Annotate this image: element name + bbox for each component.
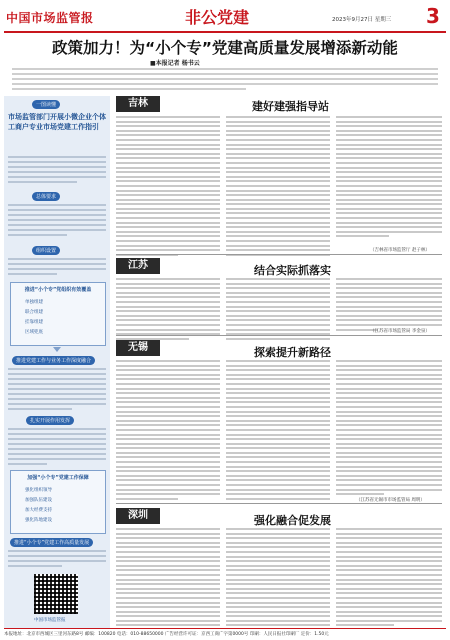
guarantee-box (10, 470, 106, 534)
issue-date: 2023年9月27日 星期三 (332, 17, 392, 23)
masthead-rule (4, 31, 446, 33)
masthead (0, 0, 450, 32)
flow-item: 单独组建 (25, 300, 43, 305)
lead-paragraph (12, 68, 438, 90)
flow-item: 联合组建 (25, 310, 43, 315)
footer: 本报地址：北京市西城区三里河东路8号 邮编：100820 电话：010-88650000 广告经营许可证：京西工商广字第0000号 印刷：人民日报社印刷厂 定价：1.50元 (4, 632, 329, 637)
sidebar-subtitle-3: 推进党建工作与业务工作深度融合 (12, 356, 95, 365)
guarantee-item: 强化组织领导 (25, 488, 52, 493)
sidebar-subtitle-2: 组织设置 (32, 246, 60, 255)
sidebar-text-4 (8, 428, 106, 468)
flow-box (10, 282, 106, 346)
jiangsu-text-col-1 (116, 278, 220, 342)
jiangsu-text-col-2 (226, 278, 330, 342)
section-subhead-shenzhen: 强化融合促发展 (254, 514, 331, 527)
qr-code-icon (34, 574, 78, 614)
jiangsu-text-col-3 (336, 278, 442, 333)
byline-jiangsu: （江苏省市场监管局 李金泉） (370, 329, 430, 334)
byline: ■本报记者 杨书云 (150, 60, 200, 67)
sidebar-title-pill: 一图读懂 (32, 100, 60, 109)
headline: 政策加力！为“小个专”党建高质量发展增添新动能 (52, 39, 398, 57)
flow-box-title: 推进“小个专”党组织有效覆盖 (24, 287, 92, 293)
byline-wuxi: （江苏省无锡市市场监管局 周明） (356, 498, 425, 503)
city-label-jiangsu: 江苏 (116, 258, 160, 274)
flow-item: 区域兜底 (25, 330, 43, 335)
section-title: 非公党建 (185, 8, 250, 27)
guarantee-item: 加大经费支持 (25, 508, 52, 513)
sidebar-text-5 (8, 550, 106, 570)
sidebar-subtitle-5: 推进“小个专”党建工作高质量发展 (10, 538, 93, 547)
wuxi-text-col-3 (336, 360, 442, 498)
sidebar-text-1 (8, 204, 106, 239)
page-number: 3 (426, 4, 440, 28)
city-label-shenzhen: 深圳 (116, 508, 160, 524)
shenzhen-text-col-2 (226, 528, 330, 629)
section-divider (116, 503, 442, 504)
footer-rule (4, 628, 446, 629)
section-subhead-wuxi: 探索提升新路径 (254, 346, 331, 359)
byline-jilin: （吉林省市场监管厅 赵子林） (370, 248, 430, 253)
city-label-wuxi: 无锡 (116, 340, 160, 356)
wuxi-text-col-2 (226, 360, 330, 502)
sidebar-text-3 (8, 368, 106, 413)
shenzhen-text-col-3 (336, 528, 442, 629)
jilin-text-col-1 (116, 116, 220, 258)
section-divider (116, 335, 442, 336)
shenzhen-text-col-1 (116, 528, 220, 629)
guarantee-item: 强化阵地建设 (25, 518, 52, 523)
flow-item: 挂靠组建 (25, 320, 43, 325)
sidebar-subtitle-4: 扎实开展作用发挥 (26, 416, 74, 425)
sidebar-heading: 市场监管部门开展小微企业个体工商户专业市场党建工作指引 (8, 113, 106, 131)
jilin-text-col-3 (336, 116, 442, 240)
newspaper-logo: 中国市场监管报 (6, 11, 94, 25)
sidebar-subtitle-1: 总体要求 (32, 192, 60, 201)
infographic-sidebar (4, 96, 110, 628)
section-subhead-jiangsu: 结合实际抓落实 (254, 264, 331, 277)
section-divider (116, 254, 442, 255)
sidebar-intro-text (8, 156, 106, 186)
wuxi-text-col-1 (116, 360, 220, 502)
sidebar-text-2 (8, 258, 106, 278)
section-subhead-jilin: 建好建强指导站 (252, 100, 329, 113)
city-label-jilin: 吉林 (116, 96, 160, 112)
arrow-down-icon (53, 347, 61, 352)
guarantee-box-title: 加强“小个专”党建工作保障 (27, 475, 89, 481)
qr-caption: 中国市场监管报 (34, 618, 66, 623)
jilin-text-col-2 (226, 116, 330, 258)
guarantee-item: 加强队伍建设 (25, 498, 52, 503)
